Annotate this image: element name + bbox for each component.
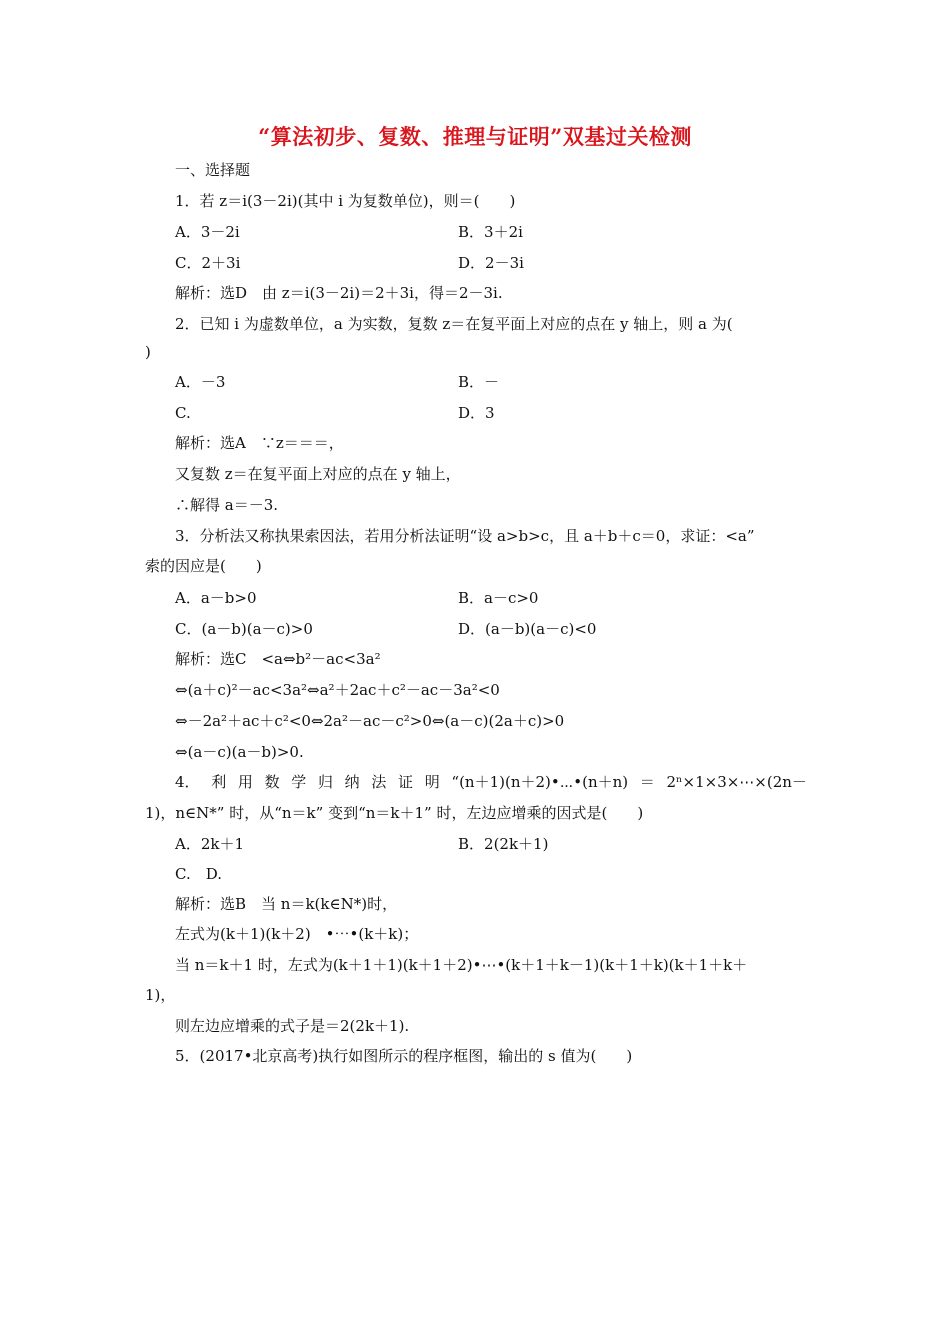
q3-option-c: C．(a－b)(a－c)>0	[175, 620, 313, 638]
q4-option-b: B．2(2k＋1)	[458, 835, 549, 853]
q3-stem-line1: 3．分析法又称执果索因法，若用分析法证明“设 a>b>c，且 a＋b＋c＝0，求证：<a”	[175, 527, 755, 545]
q4-stem-part: “(n＋1)(n＋2)•⋯•(n＋n)	[451, 773, 629, 791]
q4-analysis-line2: 左式为(k＋1)(k＋2) •⋯•(k＋k)；	[175, 925, 419, 943]
q4-analysis-line4: 1)，	[145, 986, 176, 1004]
q4-stem-part: 数	[264, 773, 280, 791]
q4-option-cd: C. D.	[175, 865, 222, 883]
q4-stem-part: 纳	[344, 773, 360, 791]
q3-option-d: D．(a－b)(a－c)<0	[458, 620, 597, 638]
q3-option-b: B．a－c>0	[458, 589, 539, 607]
q4-stem-part: 归	[317, 773, 333, 791]
q5-stem: 5．(2017•北京高考)执行如图所示的程序框图，输出的 s 值为( )	[175, 1047, 633, 1065]
q2-stem-line1: 2．已知 i 为虚数单位，a 为实数，复数 z＝在复平面上对应的点在 y 轴上，则 a 为(	[175, 315, 733, 333]
section-heading: 一、选择题	[175, 161, 251, 179]
q4-stem-part: 2ⁿ×1×3×⋯×(2n－	[666, 773, 807, 791]
q2-analysis-line3: ∴解得 a＝－3.	[175, 496, 279, 514]
q3-analysis-line2: ⇔(a＋c)²－ac<3a²⇔a²＋2ac＋c²－ac－3a²<0	[175, 681, 500, 699]
q2-option-b: B．－	[458, 373, 500, 391]
q3-stem-line2: 索的因应是( )	[145, 557, 262, 575]
q2-analysis-line2: 又复数 z＝在复平面上对应的点在 y 轴上，	[175, 465, 461, 483]
q4-stem-part: 明	[424, 773, 440, 791]
document-title: “算法初步、复数、推理与证明”双基过关检测	[258, 124, 692, 149]
q4-stem-line2: 1)，n∈N*” 时，从“n＝k” 变到“n＝k＋1” 时，左边应增乘的因式是( )	[145, 804, 644, 822]
q4-stem-part: 利	[211, 773, 227, 791]
q2-option-d: D．3	[458, 404, 495, 422]
q4-analysis-line3: 当 n＝k＋1 时，左式为(k＋1＋1)(k＋1＋2)•⋯•(k＋1＋k－1)(k＋1＋k)(k＋1＋k＋	[175, 956, 748, 974]
q2-option-c: C.	[175, 404, 191, 422]
q3-analysis-line3: ⇔－2a²＋ac＋c²<0⇔2a²－ac－c²>0⇔(a－c)(2a＋c)>0	[175, 712, 565, 730]
q2-analysis-line1: 解析：选A ∵z＝＝＝，	[175, 434, 344, 452]
q4-stem-part: ＝	[639, 773, 655, 791]
q4-stem-part: 证	[398, 773, 414, 791]
q1-option-a: A．3－2i	[175, 223, 240, 241]
q3-analysis-line4: ⇔(a－c)(a－b)>0.	[175, 743, 304, 761]
q4-stem-part: 用	[237, 773, 253, 791]
q1-analysis: 解析：选D 由 z＝i(3－2i)＝2＋3i，得＝2－3i.	[175, 284, 503, 302]
q3-option-a: A．a－b>0	[175, 589, 257, 607]
q1-option-d: D．2－3i	[458, 254, 524, 272]
q4-analysis-line1: 解析：选B 当 n＝k(k∈N*)时，	[175, 895, 398, 913]
q1-stem: 1．若 z＝i(3－2i)(其中 i 为复数单位)，则＝( )	[175, 192, 516, 210]
q3-analysis-line1: 解析：选C <a⇔b²－ac<3a²	[175, 650, 381, 668]
q4-analysis-line5: 则左边应增乘的式子是＝2(2k＋1).	[175, 1017, 410, 1035]
q1-option-b: B．3＋2i	[458, 223, 523, 241]
q2-option-a: A．－3	[175, 373, 226, 391]
q4-stem-part: 4．	[175, 773, 200, 791]
q4-stem-part: 法	[371, 773, 387, 791]
q4-stem-line1	[175, 772, 807, 792]
q1-option-c: C．2＋3i	[175, 254, 241, 272]
q4-stem-part: 学	[291, 773, 307, 791]
q4-option-a: A．2k＋1	[175, 835, 245, 853]
q2-stem-line2: )	[145, 343, 151, 361]
